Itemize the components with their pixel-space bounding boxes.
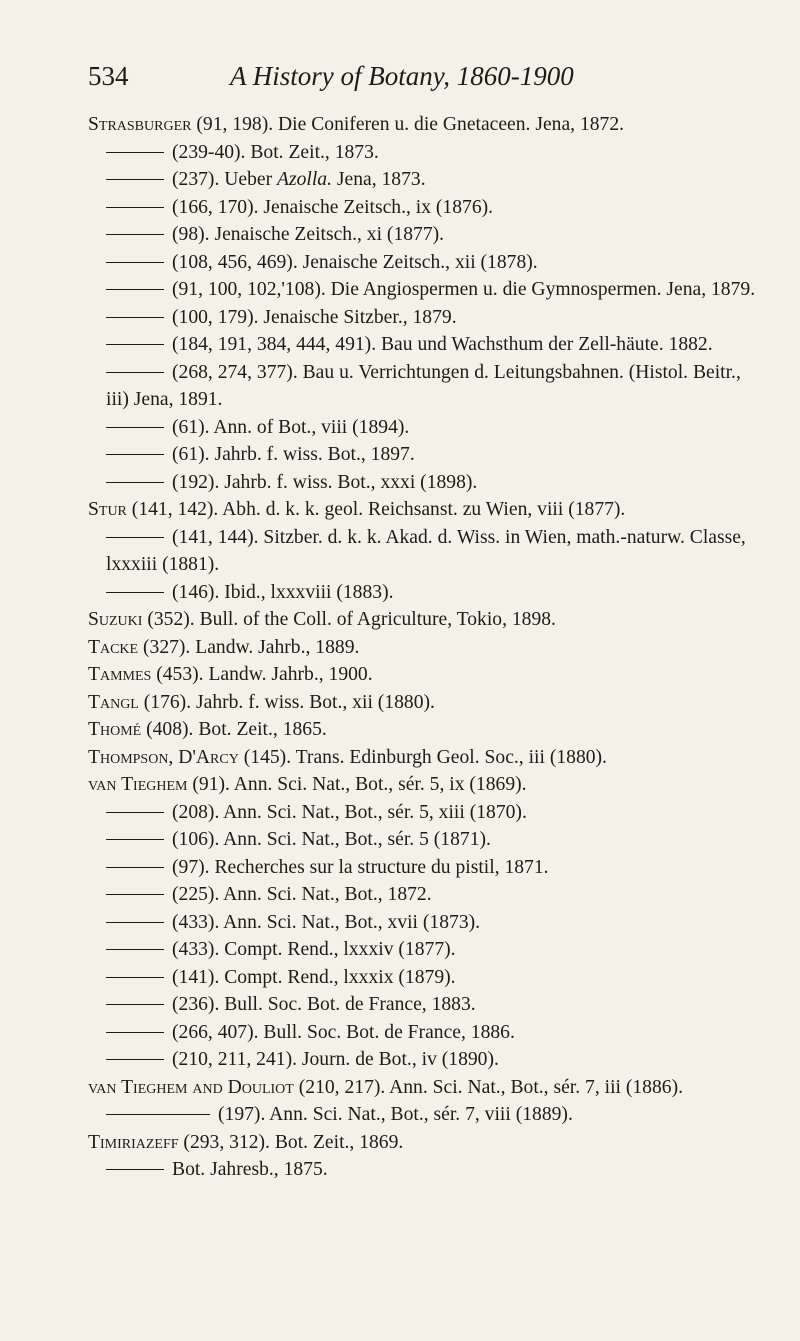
bibliography-entry: [88, 331, 768, 359]
entry-text: (91, 100, 102,'108). Die Angiospermen u. die Gymnospermen. Jena, 1879.: [172, 279, 756, 300]
entry-text: (108, 456, 469). Jenaische Zeitsch., xii (1878).: [172, 251, 538, 273]
bibliography-entry: [88, 689, 768, 717]
bibliography-entry: [88, 359, 768, 414]
bibliography-entry: [88, 1101, 768, 1129]
author-name: van Tieghem: [88, 774, 188, 795]
bibliography-entry: [88, 1156, 768, 1184]
entry-text: (141, 142). Abh. d. k. k. geol. Reichsanst. zu Wien, viii (1877).: [126, 499, 626, 520]
entry-text: (266, 407). Bull. Soc. Bot. de France, 1886.: [172, 1021, 515, 1043]
entry-text: (268, 274, 377). Bau u. Verrichtungen d. Leitungsbahnen. (Histol. Beitr., iii) Jena, 1891.: [106, 361, 741, 410]
entry-italic-title: Azolla.: [277, 169, 332, 190]
entry-text: (184, 191, 384, 444, 491). Bau und Wachsthum der Zell-häute. 1882.: [172, 334, 713, 355]
author-name: Tangl: [88, 691, 139, 713]
ditto-rule: [106, 894, 164, 895]
entry-text: (91, 198). Die Coniferen u. die Gnetaceen. Jena, 1872.: [191, 114, 625, 135]
bibliography-entry: [88, 936, 768, 964]
entry-text: (146). Ibid., lxxxviii (1883).: [172, 581, 394, 603]
ditto-rule: [106, 1004, 164, 1005]
entry-text: Jena, 1873.: [332, 169, 426, 190]
bibliography-list: [88, 111, 768, 1184]
author-name: Strasburger: [88, 114, 192, 135]
bibliography-entry: [88, 1129, 768, 1157]
ditto-rule: [106, 344, 164, 345]
bibliography-entry: [88, 579, 768, 607]
bibliography-entry: [88, 909, 768, 937]
bibliography-entry: [88, 249, 768, 277]
entry-text: (145). Trans. Edinburgh Geol. Soc., iii (1880).: [238, 746, 607, 768]
entry-text: (327). Landw. Jahrb., 1889.: [138, 636, 360, 658]
entry-text: (197). Ann. Sci. Nat., Bot., sér. 7, viii (1889).: [218, 1104, 573, 1125]
entry-text: (210, 217). Ann. Sci. Nat., Bot., sér. 7, iii (1886).: [293, 1076, 683, 1098]
bibliography-entry: [88, 881, 768, 909]
page-number: 534: [88, 61, 129, 91]
bibliography-entry: [88, 469, 768, 497]
bibliography-entry: [88, 111, 768, 139]
bibliography-entry: [88, 139, 768, 167]
entry-text: (433). Compt. Rend., lxxxiv (1877).: [172, 939, 456, 960]
bibliography-entry: [88, 166, 768, 194]
entry-text: (100, 179). Jenaische Sitzber., 1879.: [172, 306, 457, 328]
bibliography-entry: [88, 194, 768, 222]
ditto-rule: [106, 922, 164, 923]
ditto-rule: [106, 977, 164, 978]
bibliography-entry: [88, 414, 768, 442]
ditto-rule: [106, 262, 164, 263]
ditto-rule: [106, 427, 164, 428]
bibliography-entry: [88, 634, 768, 662]
entry-text: (61). Jahrb. f. wiss. Bot., 1897.: [172, 444, 415, 465]
author-name: Suzuki: [88, 609, 143, 630]
bibliography-entry: [88, 661, 768, 689]
bibliography-entry: [88, 964, 768, 992]
entry-text: (239-40). Bot. Zeit., 1873.: [172, 141, 379, 163]
ditto-rule: [106, 812, 164, 813]
bibliography-entry: [88, 826, 768, 854]
page-header: [88, 56, 748, 96]
entry-text: (352). Bull. of the Coll. of Agriculture, Tokio, 1898.: [142, 609, 556, 630]
entry-text: (293, 312). Bot. Zeit., 1869.: [178, 1131, 404, 1153]
bibliography-entry: [88, 744, 768, 772]
ditto-rule: [106, 317, 164, 318]
author-name: Thompson, D'Arcy: [88, 746, 239, 768]
entry-text: (97). Recherches sur la structure du pistil, 1871.: [172, 856, 549, 878]
entry-text: Bot. Jahresb., 1875.: [172, 1159, 328, 1180]
entry-text: (236). Bull. Soc. Bot. de France, 1883.: [172, 994, 476, 1015]
bibliography-entry: [88, 1074, 768, 1102]
bibliography-entry: [88, 716, 768, 744]
bibliography-entry: [88, 854, 768, 882]
entry-text: (192). Jahrb. f. wiss. Bot., xxxi (1898).: [172, 471, 478, 493]
ditto-rule: [106, 1114, 210, 1115]
bibliography-entry: [88, 1046, 768, 1074]
bibliography-entry: [88, 606, 768, 634]
ditto-rule: [106, 1059, 164, 1060]
entry-text: (141). Compt. Rend., lxxxix (1879).: [172, 966, 456, 988]
bibliography-entry: [88, 276, 768, 304]
entry-text: (106). Ann. Sci. Nat., Bot., sér. 5 (1871).: [172, 829, 491, 850]
entry-text: (61). Ann. of Bot., viii (1894).: [172, 416, 410, 438]
ditto-rule: [106, 482, 164, 483]
entry-text: (91). Ann. Sci. Nat., Bot., sér. 5, ix (1869).: [187, 774, 527, 795]
author-name: Tacke: [88, 636, 139, 658]
ditto-rule: [106, 207, 164, 208]
ditto-rule: [106, 949, 164, 950]
ditto-rule: [106, 454, 164, 455]
entry-text: (166, 170). Jenaische Zeitsch., ix (1876).: [172, 196, 494, 218]
ditto-rule: [106, 1169, 164, 1170]
entry-text: (208). Ann. Sci. Nat., Bot., sér. 5, xiii (1870).: [172, 801, 527, 823]
running-title: A History of Botany, 1860-1900: [230, 61, 574, 91]
entry-text: (433). Ann. Sci. Nat., Bot., xvii (1873).: [172, 911, 481, 933]
ditto-rule: [106, 179, 164, 180]
author-name: Timiriazeff: [88, 1131, 179, 1153]
ditto-rule: [106, 152, 164, 153]
ditto-rule: [106, 234, 164, 235]
entry-text: (176). Jahrb. f. wiss. Bot., xii (1880).: [138, 691, 435, 713]
ditto-rule: [106, 537, 164, 538]
bibliography-entry: [88, 991, 768, 1019]
bibliography-entry: [88, 496, 768, 524]
bibliography-entry: [88, 799, 768, 827]
bibliography-entry: [88, 441, 768, 469]
ditto-rule: [106, 1032, 164, 1033]
entry-text: (141, 144). Sitzber. d. k. k. Akad. d. Wiss. in Wien, math.-naturw. Classe, lxxxiii (1881).: [106, 526, 746, 575]
bibliography-entry: [88, 771, 768, 799]
bibliography-entry: [88, 221, 768, 249]
author-name: van Tieghem and Douliot: [88, 1076, 294, 1098]
entry-text: (237). Ueber: [172, 169, 278, 190]
entry-text: (408). Bot. Zeit., 1865.: [141, 719, 327, 740]
ditto-rule: [106, 867, 164, 868]
ditto-rule: [106, 372, 164, 373]
entry-text: (210, 211, 241). Journ. de Bot., iv (1890).: [172, 1049, 499, 1070]
bibliography-entry: [88, 524, 768, 579]
bibliography-entry: [88, 304, 768, 332]
ditto-rule: [106, 839, 164, 840]
entry-text: (453). Landw. Jahrb., 1900.: [151, 664, 373, 685]
ditto-rule: [106, 289, 164, 290]
author-name: Thomé: [88, 719, 142, 740]
author-name: Tammes: [88, 664, 152, 685]
entry-text: (98). Jenaische Zeitsch., xi (1877).: [172, 224, 445, 245]
entry-text: (225). Ann. Sci. Nat., Bot., 1872.: [172, 884, 432, 905]
bibliography-entry: [88, 1019, 768, 1047]
author-name: Stur: [88, 499, 127, 520]
ditto-rule: [106, 592, 164, 593]
